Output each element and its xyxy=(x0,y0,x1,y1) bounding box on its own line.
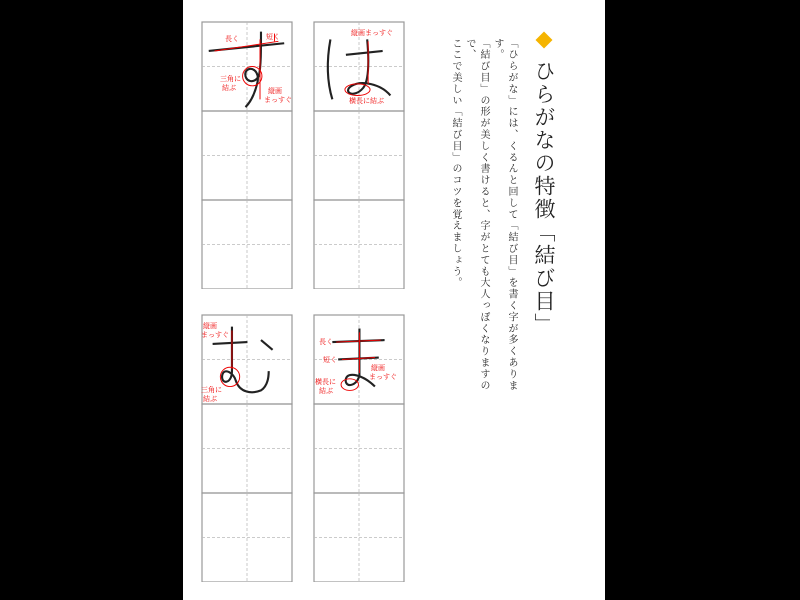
annotation-label: 結ぶ xyxy=(203,395,217,403)
body-text xyxy=(448,38,518,398)
annotation-label: 三角に xyxy=(201,386,222,394)
annotation-label: 長く xyxy=(319,338,333,346)
annotation-label: 縦画 xyxy=(268,87,282,95)
annotation-label: 縦画まっすぐ xyxy=(351,29,393,37)
annotation-label: 結ぶ xyxy=(319,387,333,395)
annotation-label: 横長に結ぶ xyxy=(349,97,384,105)
annotation-label: 縦画 xyxy=(203,322,217,330)
body-line: ここで美しい「結び目」のコツを覚えましょう。 xyxy=(450,38,461,289)
body-line: 「結び目」の形が美しく書けると、字がとても大人っぽくなりますので、 xyxy=(464,38,489,392)
diamond-bullet-icon xyxy=(536,32,553,49)
title-block xyxy=(527,30,561,350)
annotation-label: 結ぶ xyxy=(222,84,236,92)
annotation-label: 長く xyxy=(225,35,239,43)
annotation-label: 横長に xyxy=(315,378,336,386)
page-title: ひらがなの特徴「結び目」 xyxy=(532,60,556,336)
model-box-ma xyxy=(313,314,405,404)
model-box-ha xyxy=(313,21,405,111)
annotation-label: まっすぐ xyxy=(369,373,397,381)
annotation-label: まっすぐ xyxy=(201,331,229,339)
annotation-label: まっすぐ xyxy=(264,96,292,104)
annotation-label: 短く xyxy=(266,33,280,41)
model-box-su xyxy=(201,21,293,111)
annotation-label: 三角に xyxy=(220,75,241,83)
annotation-label: 短く xyxy=(323,356,337,364)
model-box-mu xyxy=(201,314,293,404)
body-line: 「ひらがな」には、くるんと回して「結び目」を書く字が多くあります。 xyxy=(492,38,517,392)
annotation-label: 縦画 xyxy=(371,364,385,372)
